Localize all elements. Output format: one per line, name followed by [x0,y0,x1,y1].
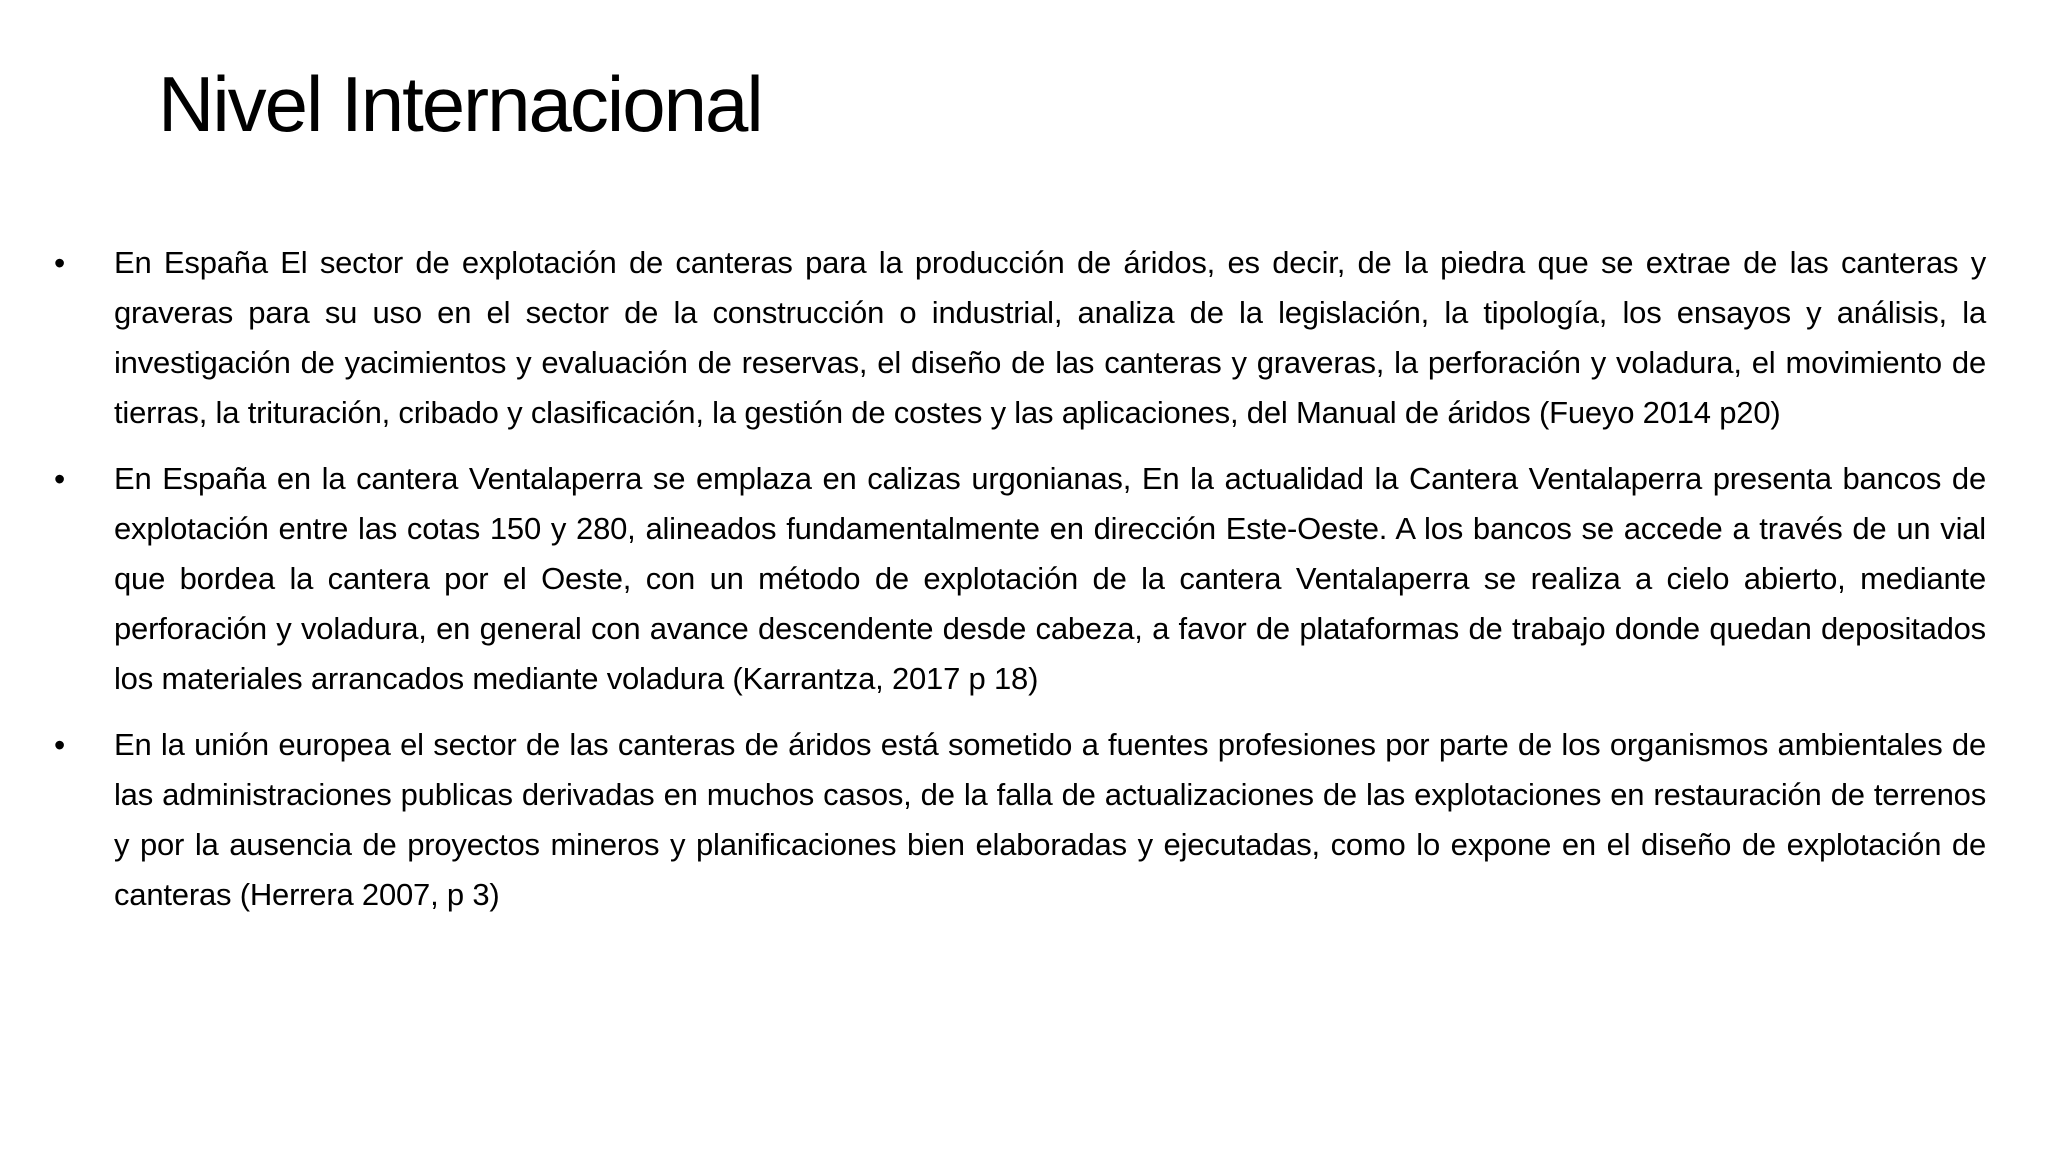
bullet-list [0,238,2048,936]
slide-title: Nivel Internacional [158,60,762,148]
bullet-icon: • [54,727,66,763]
bullet-icon: • [54,245,66,281]
bullet-item [0,720,2048,920]
bullet-text: En la unión europea el sector de las canteras de áridos está sometido a fuentes profesiones por parte de los organismos ambientales de las administraciones publicas derivadas en muchos casos, de la falla de actualizaciones de las explotaciones en restauración de terrenos y por la ausencia de proyectos mineros y planificaciones bien elaboradas y ejecutadas, como lo expone en el diseño de explotación de canteras (Herrera 2007, p 3) [114,727,1986,912]
bullet-text: En España El sector de explotación de canteras para la producción de áridos, es decir, de la piedra que se extrae de las canteras y graveras para su uso en el sector de la construcción o industrial, analiza de la legislación, la tipología, los ensayos y análisis, la investigación de yacimientos y evaluación de reservas, el diseño de las canteras y graveras, la perforación y voladura, el movimiento de tierras, la trituración, cribado y clasificación, la gestión de costes y las aplicaciones, del Manual de áridos (Fueyo 2014 p20) [114,245,1986,430]
bullet-item [0,238,2048,438]
bullet-item [0,454,2048,704]
bullet-text: En España en la cantera Ventalaperra se emplaza en calizas urgonianas, En la actualidad la Cantera Ventalaperra presenta bancos de explotación entre las cotas 150 y 280, alineados fundamentalmente en dirección Este-Oeste. A los bancos se accede a través de un vial que bordea la cantera por el Oeste, con un método de explotación de la cantera Ventalaperra se realiza a cielo abierto, mediante perforación y voladura, en general con avance descendente desde cabeza, a favor de plataformas de trabajo donde quedan depositados los materiales arrancados mediante voladura (Karrantza, 2017 p 18) [114,461,1986,696]
bullet-icon: • [54,461,66,497]
